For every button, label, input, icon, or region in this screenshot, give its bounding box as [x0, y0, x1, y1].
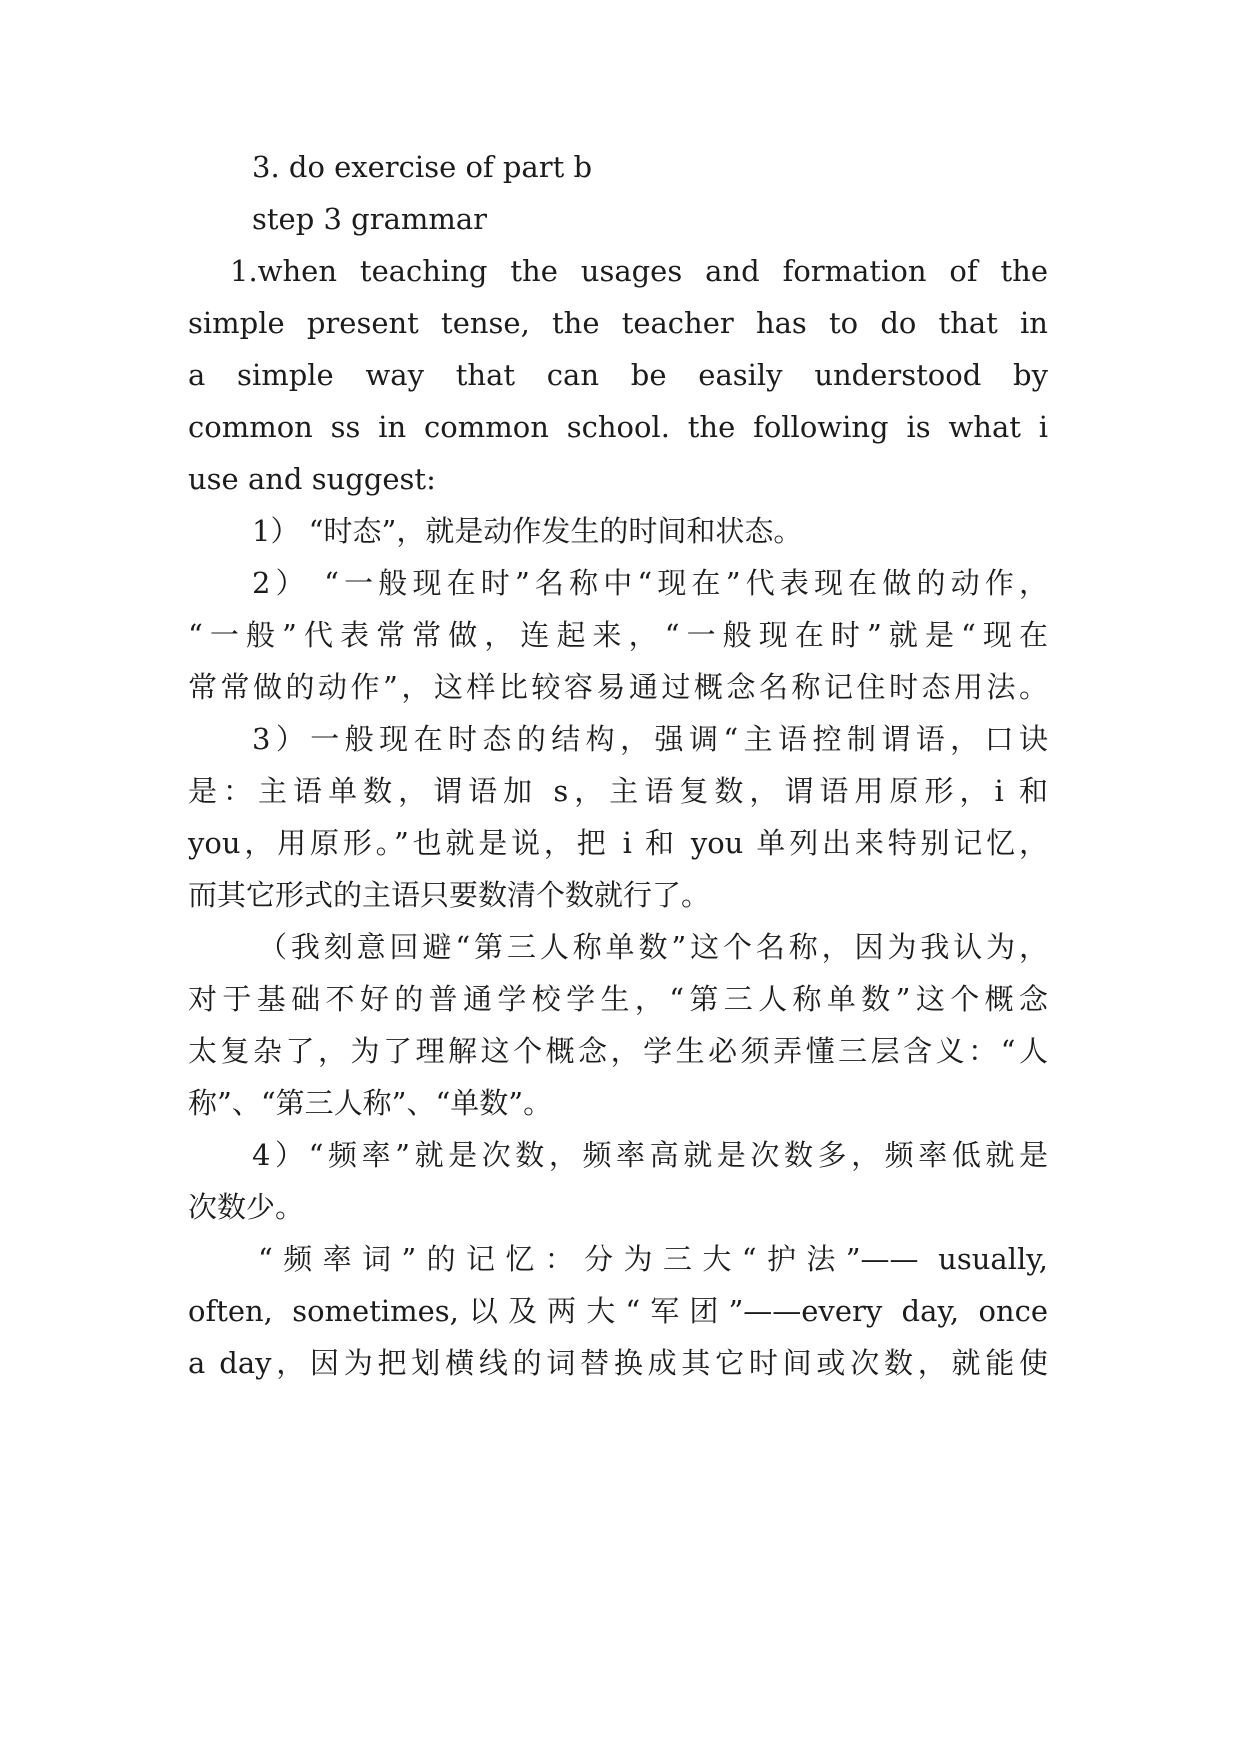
- text-line: 对于基础不好的普通学校学生，“第三人称单数”这个概念: [188, 982, 1048, 1016]
- text-line: 1） “时态”，就是动作发生的时间和状态。: [252, 514, 803, 548]
- text-line: common ss in common school. the following is what i: [188, 410, 1048, 444]
- text-line: 1.when teaching the usages and formation of the: [230, 254, 1048, 288]
- text-line: “频率词”的记忆：分为三大“护法”—— usually,: [258, 1242, 1048, 1276]
- text-line: 是：主语单数，谓语加 s，主语复数，谓语用原形，i 和: [188, 774, 1048, 808]
- text-line: 太复杂了，为了理解这个概念，学生必须弄懂三层含义：“人: [188, 1034, 1048, 1068]
- text-line: step 3 grammar: [252, 202, 488, 236]
- text-line: you，用原形。”也就是说，把 i 和 you 单列出来特别记忆，: [188, 826, 1048, 860]
- text-line: 常常做的动作”，这样比较容易通过概念名称记住时态用法。: [188, 670, 1048, 704]
- text-line: use and suggest:: [188, 462, 436, 496]
- text-line: （我刻意回避“第三人称单数”这个名称，因为我认为，: [258, 930, 1048, 964]
- text-line: 次数少。: [188, 1190, 305, 1224]
- text-line: a day，因为把划横线的词替换成其它时间或次数，就能使: [188, 1346, 1048, 1380]
- text-line: 3. do exercise of part b: [252, 150, 593, 184]
- text-line: 2） “一般现在时”名称中“现在”代表现在做的动作，: [252, 566, 1048, 600]
- text-line: 而其它形式的主语只要数清个数就行了。: [188, 878, 711, 912]
- text-line: “一般”代表常常做，连起来，“一般现在时”就是“现在: [188, 618, 1048, 652]
- text-line: a simple way that can be easily understood by: [188, 358, 1048, 392]
- text-line: 称”、“第三人称”、“单数”。: [188, 1086, 553, 1120]
- text-line: 4）“频率”就是次数，频率高就是次数多，频率低就是: [252, 1138, 1048, 1172]
- text-line: often, sometimes,以及两大“军团”——every day, once: [188, 1294, 1048, 1328]
- text-line: 3）一般现在时态的结构，强调“主语控制谓语，口诀: [252, 722, 1048, 756]
- text-line: simple present tense, the teacher has to do that in: [188, 306, 1048, 340]
